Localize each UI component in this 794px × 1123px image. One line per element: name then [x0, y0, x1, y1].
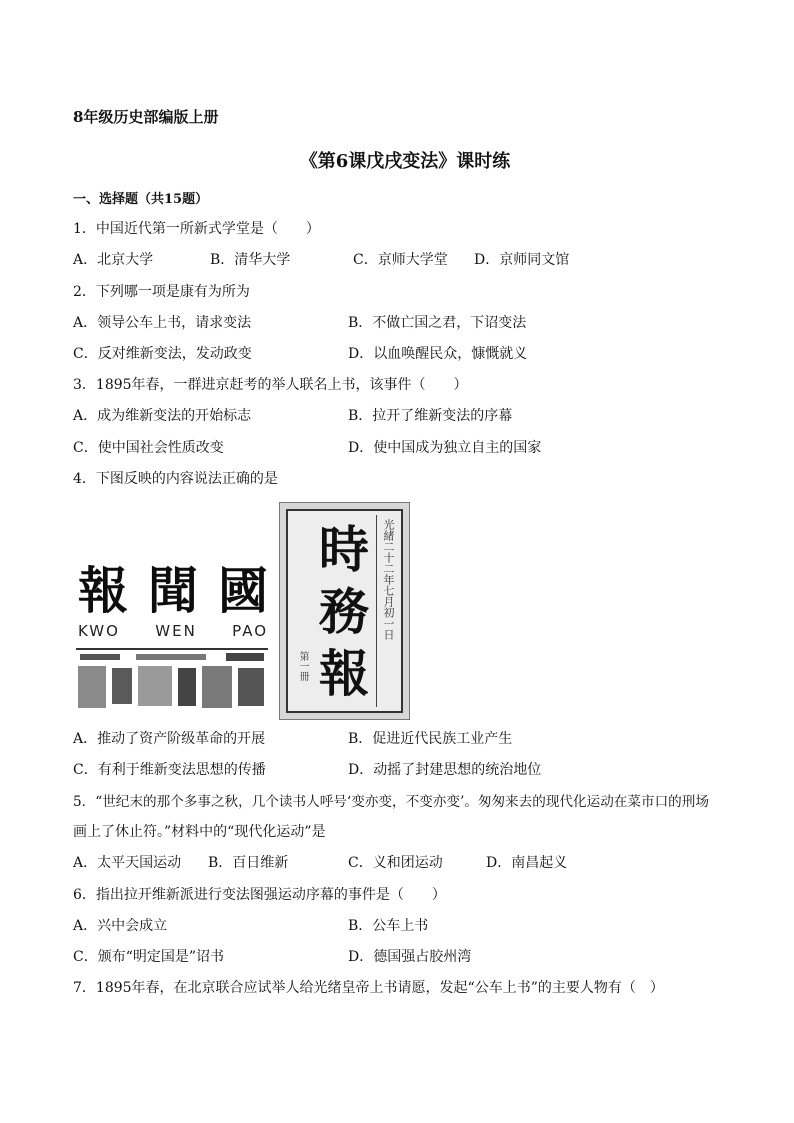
question-6-stem: 6．指出拉开维新派进行变法图强运动序幕的事件是（ ） [73, 887, 446, 903]
question-5-option-c: C．义和团运动 [348, 855, 443, 871]
shiwubao-char-2: 務 [319, 582, 369, 641]
question-5-option-b: B．百日维新 [208, 855, 289, 871]
question-1-stem: 1．中国近代第一所新式学堂是（ ） [73, 221, 320, 237]
question-6-option-a: A．兴中会成立 [73, 918, 168, 934]
shiwubao-frame [286, 509, 403, 713]
shiwubao-volume: 第一冊 [297, 651, 308, 681]
question-1-option-d: D．京师同文馆 [474, 252, 570, 268]
question-2-option-a: A．领导公车上书，请求变法 [73, 315, 252, 331]
question-4-option-d: D．动摇了封建思想的统治地位 [348, 762, 542, 778]
question-7-stem: 7．1895年春，在北京联合应试举人给光绪皇帝上书请愿，发起“公车上书”的主要人物有（ ） [73, 980, 664, 996]
question-3-option-d: D．使中国成为独立自主的国家 [348, 440, 542, 456]
question-2-option-b: B．不做亡国之君，下诏变法 [348, 315, 527, 331]
question-1-option-b: B．清华大学 [210, 252, 291, 268]
guowenbao-char-3: 國 [218, 561, 268, 620]
guowenbao-char-1: 報 [78, 561, 128, 620]
question-6-option-d: D．德国强占胶州湾 [348, 949, 472, 965]
question-5-stem-line-2: 画上了休止符。”材料中的“现代化运动”是 [73, 824, 326, 840]
question-4-option-b: B．促进近代民族工业产生 [348, 731, 513, 747]
grade-label: 8年级历史部编版上册 [73, 108, 219, 126]
question-2-option-c: C．反对维新变法，发动政变 [73, 346, 252, 362]
question-5-stem-line-1: 5．“世纪末的那个多事之秋，几个读书人呼号‘变亦变，不变亦变’。匆匆来去的现代化运动在菜市口的刑场 [73, 794, 709, 810]
question-5-option-a: A．太平天国运动 [73, 855, 182, 871]
shiwubao-char-3: 報 [319, 644, 369, 703]
question-5-option-d: D．南昌起义 [486, 855, 568, 871]
guowenbao-roman-1: KWO [78, 622, 120, 640]
question-3-option-c: C．使中国社会性质改变 [73, 440, 224, 456]
newspaper-print-texture [76, 646, 268, 712]
question-3-stem: 3．1895年春，一群进京赶考的举人联名上书，该事件（ ） [73, 377, 468, 393]
guowenbao-newspaper-image [76, 550, 268, 712]
question-2-option-d: D．以血唤醒民众，慷慨就义 [348, 346, 528, 362]
question-4-option-a: A．推动了资产阶级革命的开展 [73, 731, 266, 747]
question-6-option-b: B．公车上书 [348, 918, 429, 934]
page-title: 《第6课戊戌变法》课时练 [299, 151, 511, 172]
question-3-option-a: A．成为维新变法的开始标志 [73, 408, 252, 424]
shiwubao-char-1: 時 [319, 520, 369, 579]
question-2-stem: 2．下列哪一项是康有为所为 [73, 284, 250, 300]
guowenbao-char-2: 聞 [148, 561, 198, 620]
question-4-stem: 4．下图反映的内容说法正确的是 [73, 471, 278, 487]
shiwubao-newspaper-image [279, 502, 410, 720]
question-3-option-b: B．拉开了维新变法的序幕 [348, 408, 513, 424]
guowenbao-roman-2: WEN [155, 622, 197, 640]
shiwubao-divider [376, 515, 377, 707]
question-4-option-c: C．有利于维新变法思想的传播 [73, 762, 266, 778]
question-6-option-c: C．颁布“明定国是”诏书 [73, 949, 225, 965]
guowenbao-roman-3: PAO [232, 622, 268, 640]
shiwubao-date: 光緒二十二年七月初一日 [382, 519, 395, 640]
question-1-option-c: C．京师大学堂 [353, 252, 448, 268]
question-1-option-a: A．北京大学 [73, 252, 154, 268]
section-heading: 一、选择题（共15题） [73, 192, 209, 207]
